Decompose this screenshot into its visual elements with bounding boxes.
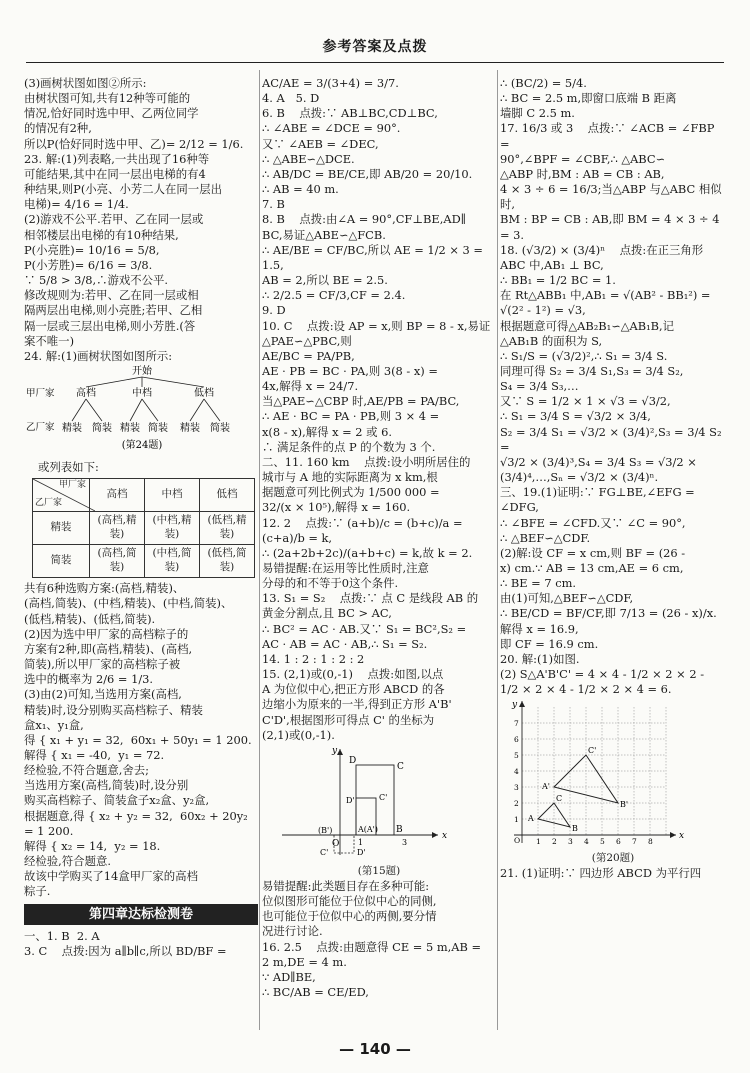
text-line: 解得 { x₂ = 14, y₂ = 18. xyxy=(24,838,161,853)
text-line: 方案有2种,即(高档,精装)、(高档, xyxy=(24,641,193,656)
tree-node-level1: 高档 xyxy=(76,387,96,399)
column-divider xyxy=(259,70,260,1030)
text-line: 10. C 点拨:设 AP = x,则 BP = 8 - x,易证 xyxy=(262,318,491,333)
text-line: 经检验,符合题意. xyxy=(24,854,111,869)
text-line: ∴ AB/DC = BE/CE,即 AB/20 = 20/10. xyxy=(262,166,473,181)
svg-text:5: 5 xyxy=(514,751,519,761)
text-line: (3)画树状图如图②所示: xyxy=(24,76,147,90)
table-cell: (中档,精装) xyxy=(145,512,200,545)
text-line: 3. C 点拨:因为 a∥b∥c,所以 BD/BF = xyxy=(24,944,227,958)
text-line: 相邻楼层出电梯的有10种结果, xyxy=(24,227,179,242)
text-line: 16. 2.5 点拨:由题意得 CE = 5 m,AB = xyxy=(262,939,482,954)
table-row xyxy=(33,545,255,578)
text-line: 即 CF = 16.9 cm. xyxy=(500,636,599,651)
table-row-label: 简装 xyxy=(33,545,90,578)
svg-text:1: 1 xyxy=(536,837,541,847)
text-line: ∴ BC/AB = CE/ED, xyxy=(262,985,369,1000)
text-line: AC/AE = 3/(3+4) = 3/7. xyxy=(262,76,399,90)
tree-diagram-q24 xyxy=(24,364,258,456)
svg-text:x: x xyxy=(679,831,685,842)
table-header-cell: 高档 xyxy=(90,479,145,512)
tree-root: 开始 xyxy=(132,365,152,377)
tree-node-level2: 简装 xyxy=(148,422,168,434)
column-right xyxy=(500,76,726,1026)
text-line: ∴ 2/2.5 = CF/3,CF = 2.4. xyxy=(262,288,406,303)
text-line: 精装)时,设分别购买高档粽子、精装 xyxy=(24,702,203,717)
svg-text:7: 7 xyxy=(632,837,637,847)
text-line: 可能结果,其中在同一层出电梯的有4 xyxy=(24,166,206,181)
text-line: 盒x₁、y₁盒, xyxy=(24,717,84,732)
text-line: ∴ ∠ABE = ∠DCE = 90°. xyxy=(262,121,401,136)
tree-node-level2: 精装 xyxy=(62,422,82,434)
svg-text:2: 2 xyxy=(552,837,557,847)
svg-text:5: 5 xyxy=(600,837,605,847)
table-header-cell: 低档 xyxy=(200,479,255,512)
text-line: 14. 1 : 2 : 1 : 2 : 2 xyxy=(262,651,365,666)
text-line: ∴ (BC/2) = 5/4. xyxy=(500,76,587,90)
text-line: ∴ △BEF∽△CDF. xyxy=(500,530,591,545)
text-line: 7. B xyxy=(262,197,285,212)
text-line: 也可能位于位似中心的两侧,要分情 xyxy=(262,909,437,924)
text-line: 12. 2 点拨:∵ (a+b)/c = (b+c)/a = (c+a)/b = k, xyxy=(262,515,467,545)
text-line: (2)游戏不公平.若甲、乙在同一层或 xyxy=(24,212,204,227)
text-line: 同理可得 S₂ = 3/4 S₁,S₃ = 3/4 S₂, xyxy=(500,363,684,378)
svg-text:7: 7 xyxy=(514,719,519,729)
answer-block-21 xyxy=(500,866,726,881)
text-line: x(8 - x),解得 x = 2 或 6. xyxy=(262,424,393,439)
text-line: ∴ 满足条件的点 P 的个数为 3 个. xyxy=(262,439,436,454)
text-line: AB = 2,所以 BE = 2.5. xyxy=(262,273,388,288)
text-line: ∵ AD∥BE, xyxy=(262,969,316,984)
text-line: 解得 x = 16.9, xyxy=(500,621,579,636)
svg-text:D: D xyxy=(349,755,357,766)
table-header-cell: 中档 xyxy=(145,479,200,512)
text-line: 购买高档粽子、简装盒子x₂盒、y₂盒, xyxy=(24,793,210,808)
answer-block-3-15 xyxy=(262,76,496,743)
text-line: 由树状图可知,共有12种等可能的 xyxy=(24,91,191,106)
svg-text:1: 1 xyxy=(514,815,519,825)
text-line: 4 × 3 ÷ 6 = 16/3;当△ABP 与△ABC 相似时, xyxy=(500,182,722,212)
text-line: ∠DFG, xyxy=(500,500,539,515)
table-corner-bottom: 乙厂家 xyxy=(35,498,63,509)
text-line: 由(1)可知,△BEF∽△CDF, xyxy=(500,591,634,606)
table-row-label: 精装 xyxy=(33,512,90,545)
text-line: 隔一层或三层出电梯,则小芳胜.(答 xyxy=(24,318,196,333)
text-line: 的情况有2种, xyxy=(24,121,92,136)
text-line: 修改规则为:若甲、乙在同一层或相 xyxy=(24,288,199,303)
text-line: ∴ △ABE∽△DCE. xyxy=(262,151,355,166)
text-line: 二、11. 160 km 点拨:设小明所居住的 xyxy=(262,454,471,469)
text-line: ABC 中,AB₁ ⊥ BC, xyxy=(500,257,604,272)
text-line: 32/(x × 10⁵),解得 x = 160. xyxy=(262,500,411,515)
figure-q15-coordinate xyxy=(262,743,496,861)
answer-block-24-continued xyxy=(24,581,258,899)
text-line: 当选用方案(高档,简装)时,设分别 xyxy=(24,778,189,793)
text-line: 易错提醒:此类题目存在多种可能: xyxy=(262,878,430,893)
text-line: 21. (1)证明:∵ 四边形 ABCD 为平行四 xyxy=(500,865,702,880)
text-line: S₂ = 3/4 S₁ = √3/2 × (3/4)²,S₃ = 3/4 S₂ = xyxy=(500,424,726,454)
text-line: 经检验,不符合题意,舍去; xyxy=(24,763,149,778)
text-line: 三、19.(1)证明:∵ FG⊥BE,∠EFG = xyxy=(500,485,695,500)
svg-text:x: x xyxy=(442,830,448,841)
figure-caption-15: (第15题) xyxy=(357,865,401,878)
text-line: ∴ BE = 7 cm. xyxy=(500,576,577,591)
text-line: 又∵ S = 1/2 × 1 × √3 = √3/2, xyxy=(500,394,671,409)
svg-text:O: O xyxy=(514,836,521,846)
text-line: 一、1. B 2. A xyxy=(24,928,100,943)
text-line: 9. D xyxy=(262,303,286,318)
svg-text:B': B' xyxy=(620,800,629,810)
text-line: 1/2 × 2 × 4 - 1/2 × 2 × 4 = 6. xyxy=(500,682,672,697)
answer-block-1-3 xyxy=(24,929,258,959)
text-line: 20. 解:(1)如图. xyxy=(500,651,580,666)
text-line: 电梯)= 4/16 = 1/4. xyxy=(24,197,129,212)
text-line: P(小亮胜)= 10/16 = 5/8, xyxy=(24,242,160,257)
text-line: ∴ BC² = AC · AB.又∵ S₁ = BC²,S₂ = xyxy=(262,621,467,636)
svg-text:3: 3 xyxy=(568,837,573,847)
text-line: ∴ ∠BFE = ∠CFD.又∵ ∠C = 90°, xyxy=(500,515,686,530)
text-line: ∴ BB₁ = 1/2 BC = 1. xyxy=(500,273,616,288)
text-line: ∴ S₁/S = (√3/2)²,∴ S₁ = 3/4 S. xyxy=(500,348,668,363)
table-cell: (低档,精装) xyxy=(200,512,255,545)
text-line: 24. 解:(1)画树状图如图所示: xyxy=(24,348,173,363)
table-cell: (中档,简装) xyxy=(145,545,200,578)
table-cell: (低档,简装) xyxy=(200,545,255,578)
text-line: 18. (√3/2) × (3/4)ⁿ 点拨:在正三角形 xyxy=(500,242,704,257)
text-line: 共有6种选购方案:(高档,精装)、 xyxy=(24,581,185,596)
answer-block-16-20 xyxy=(500,76,726,697)
text-line: 15. (2,1)或(0,-1) 点拨:如图,以点 xyxy=(262,667,444,682)
text-line: BC,易证△ABE∽△FCB. xyxy=(262,227,386,242)
svg-text:B: B xyxy=(396,824,403,835)
text-line: (3/4)⁴,…,Sₙ = √3/2 × (3/4)ⁿ. xyxy=(500,470,659,485)
svg-text:C': C' xyxy=(320,847,329,857)
text-line: 4. A 5. D xyxy=(262,91,320,106)
tree-node-level2: 精装 xyxy=(180,422,200,434)
svg-text:A: A xyxy=(528,814,534,824)
text-line: 据题意可列比例式为 1/500 000 = xyxy=(262,485,440,500)
text-line: 分母的和不等于0这个条件. xyxy=(262,576,399,591)
answer-block-21-24 xyxy=(24,76,258,364)
text-line: 2 m,DE = 4 m. xyxy=(262,954,347,969)
text-line: 简装),所以甲厂家的高档粽子被 xyxy=(24,657,181,672)
outcome-table-q24 xyxy=(32,478,255,578)
page-number: — 140 — xyxy=(339,1040,411,1058)
header-rule xyxy=(26,62,724,63)
tree-node-level2: 精装 xyxy=(120,422,140,434)
text-line: 况进行讨论. xyxy=(262,924,323,939)
text-line: ∴ (2a+2b+2c)/(a+b+c) = k,故 k = 2. xyxy=(262,545,473,560)
text-line: ∴ AE/BE = CF/BC,所以 AE = 1/2 × 3 = 1.5, xyxy=(262,242,487,272)
text-line: √(2² - 1²) = √3, xyxy=(500,303,586,318)
text-line: (2,1)或(0,-1). xyxy=(262,727,335,742)
text-line: 所以P(恰好同时选中甲、乙)= 2/12 = 1/6. xyxy=(24,136,244,151)
text-line: 位似图形可能位于位似中心的同侧, xyxy=(262,894,437,909)
tree-row1-label: 甲厂家 xyxy=(26,387,55,399)
svg-text:3: 3 xyxy=(402,837,408,847)
tree-node-level1: 中档 xyxy=(132,387,152,399)
page-header-title: 参考答案及点拨 xyxy=(322,39,428,55)
text-line: ∴ BE/CD = BF/CF,即 7/13 = (26 - x)/x. xyxy=(500,606,717,621)
text-line: △ABP 时,BM : AB = CB : AB, xyxy=(500,166,665,181)
text-line: 17. 16/3 或 3 点拨:∵ ∠ACB = ∠FBP = xyxy=(500,121,719,151)
text-line: (高档,简装)、(中档,精装)、(中档,简装)、 xyxy=(24,596,233,611)
text-line: 得 { x₁ + y₁ = 32, 60x₁ + 50y₁ = 1 200. xyxy=(24,732,252,747)
text-line: △AB₁B 的面积为 S, xyxy=(500,333,603,348)
figure-caption-24: (第24题) xyxy=(121,439,163,451)
answer-block-15-16 xyxy=(262,879,496,1000)
text-line: 根据题意,得 { x₂ + y₂ = 32, 60x₂ + 20y₂ = 1 200. xyxy=(24,808,252,838)
svg-text:C': C' xyxy=(588,746,597,756)
text-line: △PAE∽△PBC,则 xyxy=(262,333,352,348)
svg-text:4: 4 xyxy=(514,767,519,777)
svg-text:O: O xyxy=(332,838,340,849)
text-line: ∵ 5/8 > 3/8,∴游戏不公平. xyxy=(24,273,169,288)
table-cell: (高档,简装) xyxy=(90,545,145,578)
text-line: S₄ = 3/4 S₃,… xyxy=(500,379,579,394)
svg-text:1: 1 xyxy=(358,837,364,847)
column-left xyxy=(24,76,258,1026)
svg-text:C': C' xyxy=(379,792,388,802)
text-line: 90°,∠BPF = ∠CBF,∴ △ABC∽ xyxy=(500,151,666,166)
text-line: 8. B 点拨:由∠A = 90°,CF⊥BE,AD∥ xyxy=(262,212,466,227)
text-line: x) cm.∵ AB = 13 cm,AE = 6 cm, xyxy=(500,561,684,575)
text-line: 隔两层出电梯,则小亮胜;若甲、乙相 xyxy=(24,303,203,318)
text-line: 边缩小为原来的一半,得到正方形 A'B' xyxy=(262,697,452,712)
text-line: P(小芳胜)= 6/16 = 3/8. xyxy=(24,257,153,272)
text-line: ∴ S₁ = 3/4 S = √3/2 × 3/4, xyxy=(500,409,651,424)
text-line: 选中的概率为 2/6 = 1/3. xyxy=(24,672,154,687)
text-line: 情况,恰好同时选中甲、乙两位同学 xyxy=(24,106,199,121)
svg-text:y: y xyxy=(512,700,518,711)
tree-node-level2: 简装 xyxy=(92,422,112,434)
svg-text:4: 4 xyxy=(584,837,589,847)
text-line: 23. 解:(1)列表略,一共出现了16种等 xyxy=(24,151,210,166)
text-line: 13. S₁ = S₂ 点拨:∵ 点 C 是线段 AB 的 xyxy=(262,591,479,606)
svg-text:A(A'): A(A') xyxy=(358,824,378,834)
svg-text:D': D' xyxy=(346,795,355,805)
tree-row2-label: 乙厂家 xyxy=(26,421,55,433)
text-line: 故该中学购买了14盒甲厂家的高档 xyxy=(24,869,198,884)
table-row xyxy=(33,512,255,545)
text-line: ∴ BC = 2.5 m,即窗口底端 B 距离 xyxy=(500,91,677,106)
text-line: (2)因为选中甲厂家的高档粽子的 xyxy=(24,626,189,641)
text-line: 在 Rt△ABB₁ 中,AB₁ = √(AB² - BB₁²) = xyxy=(500,288,711,303)
svg-text:C: C xyxy=(556,794,563,804)
text-line: √3/2 × (3/4)³,S₄ = 3/4 S₃ = √3/2 × xyxy=(500,454,697,469)
text-line: 易错提醒:在运用等比性质时,注意 xyxy=(262,561,429,575)
svg-text:B: B xyxy=(572,824,578,834)
text-line: ∴ AB = 40 m. xyxy=(262,182,339,197)
text-line: 解得 { x₁ = -40, y₁ = 72. xyxy=(24,748,165,762)
svg-text:C: C xyxy=(397,761,404,772)
table-intro: 或列表如下: xyxy=(38,460,99,475)
text-line: C'D',根据图形可得点 C' 的坐标为 xyxy=(262,712,435,727)
svg-text:y: y xyxy=(332,745,338,756)
text-line: 黄金分割点,且 BC > AC, xyxy=(262,606,392,621)
svg-text:6: 6 xyxy=(616,837,621,847)
figure-caption-20: (第20题) xyxy=(591,851,635,864)
svg-text:D': D' xyxy=(357,847,366,857)
text-line: AE · PB = BC · PA,则 3(8 - x) = xyxy=(262,363,438,378)
text-line: 种结果,则P(小亮、小芳二人在同一层出 xyxy=(24,182,222,197)
column-divider xyxy=(497,70,498,1030)
svg-text:(B'): (B') xyxy=(318,825,333,835)
tree-node-level1: 低档 xyxy=(194,387,214,399)
table-corner-top: 甲厂家 xyxy=(58,480,86,491)
text-line: (2) S△A'B'C' = 4 × 4 - 1/2 × 2 × 2 - xyxy=(500,667,705,682)
text-line: 墙脚 C 2.5 m. xyxy=(500,106,575,121)
svg-text:A': A' xyxy=(542,782,550,792)
text-line: 当△PAE∽△CBP 时,AE/PB = PA/BC, xyxy=(262,394,460,409)
text-line: (2)解:设 CF = x cm,则 BF = (26 - xyxy=(500,545,686,560)
text-line: 4x,解得 x = 24/7. xyxy=(262,379,359,394)
section-title-chapter4-test: 第四章达标检测卷 xyxy=(24,904,258,925)
table-cell: (高档,精装) xyxy=(90,512,145,545)
text-line: (3)由(2)可知,当选用方案(高档, xyxy=(24,687,182,702)
text-line: AE/BC = PA/PB, xyxy=(262,348,355,363)
figure-q20-grid xyxy=(500,697,726,847)
svg-text:3: 3 xyxy=(514,783,519,793)
text-line: 粽子. xyxy=(24,884,51,899)
column-middle xyxy=(262,76,496,1026)
text-line: 根据题意可得△AB₂B₁∽△AB₁B,记 xyxy=(500,318,675,333)
text-line: AC · AB = AC · AB,∴ S₁ = S₂. xyxy=(262,636,428,651)
text-line: A 为位似中心,把正方形 ABCD 的各 xyxy=(262,682,445,697)
svg-text:2: 2 xyxy=(514,799,519,809)
text-line: (低档,精装)、(低档,简装). xyxy=(24,611,156,626)
text-line: 6. B 点拨:∵ AB⊥BC,CD⊥BC, xyxy=(262,106,438,121)
text-line: BM : BP = CB : AB,即 BM = 4 × 3 ÷ 4 = 3. xyxy=(500,212,724,242)
tree-node-level2: 简装 xyxy=(210,422,230,434)
text-line: 案不唯一) xyxy=(24,333,75,348)
text-line: 城市与 A 地的实际距离为 x km,根 xyxy=(262,470,438,485)
text-line: 又∵ ∠AEB = ∠DEC, xyxy=(262,136,379,151)
svg-text:8: 8 xyxy=(648,837,653,847)
svg-text:6: 6 xyxy=(514,735,519,745)
text-line: ∴ AE · BC = PA · PB,则 3 × 4 = xyxy=(262,409,440,424)
